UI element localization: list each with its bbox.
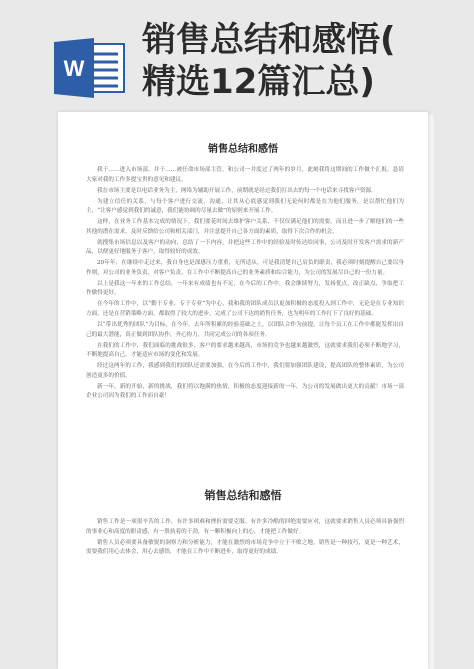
- paragraph: 这样，在业务工作基本完成的情况下，我们要花时间去维护客户关系，不仅仅满足他们的需要，而且进一步了解他们的一些其他的潜在需求，及时反馈给公司和相关部门，并注意提升自己各方面的素质，取得下次合作的机会。: [86, 219, 404, 235]
- document-title: 销售总结和感悟: [208, 144, 278, 155]
- paragraph: 就搜集市场信息以及客户的动向，总结了一下内容，并把这些工作中的经验及时传达给同事，公司及时开发客户需求的新产品，以便更好地服务于客户，取得较好的成效。: [86, 239, 404, 256]
- page-title-line-2: 精选12篇汇总): [142, 62, 375, 102]
- paragraph: 为建立信任的关系，与每个客户进行交流，沟通，让其从心底感觉到我们无论何时都是在为他们服务，是以帮忙他们为主，“让客户感觉到我们的诚意，我们能协调的尽量去做”的原则来开展工作。: [86, 198, 404, 215]
- paragraph: 新一年，新的开始，新的挑战，我们将以饱满的热情，积极的态度迎接新的一年，为公司的发展做出更大的贡献！市场一部企业公司因为我们的工作而自豪！: [86, 383, 404, 400]
- paragraph: 我于……进入市场部，并于……被任命市场部主管，和公司一并度过了两年的岁月，此刻我将这期间的工作做个汇报，恳请大家对我的工作多提宝贵的意见和建议。: [86, 167, 404, 183]
- word-logo-icon: [54, 38, 126, 98]
- paragraph: 经过这两年的工作，我感到我们的团队还需要加强，在今后的工作中，我们要加强团队建设，提高团队的整体素质，为公司创造更多的价值。: [86, 363, 404, 379]
- paragraph: 销售工作是一项很辛苦的工作，有许多困难和挫折需要克服。有许多冷酷的回绝需要应对，这就要求销售人员必须具备强烈的事业心和高度的职责感，有一股执着的干劲，有一颗积极向上的心，才能把工作做好。: [86, 519, 404, 535]
- document-body-section-2: [86, 518, 404, 559]
- svg-text:W: W: [63, 56, 85, 81]
- paragraph: 以上是我这一年来的工作总结，一年来有成绩也有不足，在今后的工作中，我会继续努力，发扬优点，改正缺点，争取把工作做得更好。: [86, 280, 404, 297]
- document-title-repeat: 销售总结和感悟: [204, 489, 282, 502]
- paragraph: 20年年，在继续中走过来，我自身也是深感压力重重，无所适从。可是我清楚自己肩负的职责，我必须时刻提醒自己要以身作则，对公司的业务负责，对客户负责，在工作中不断提高自己的业务素质和综合能力，为公司的发展尽自己的一份力量。: [86, 260, 404, 276]
- paragraph: 在我们的工作中，我们面临的挑战很多，客户的要求越来越高，市场的竞争也越来越激烈，这就要求我们必须不断地学习，不断地提高自己，才能适应市场的变化和发展。: [86, 342, 404, 359]
- document-body-section-1: [86, 166, 404, 403]
- paragraph: 我在市场主要是以电话业务为主，网络为辅助开展工作，前期就是经过我们打出去的每一个电话来寻找客户资源。: [97, 187, 377, 194]
- document-page: [58, 112, 428, 669]
- header: [0, 0, 474, 118]
- paragraph: 销售人员必须要具备敏锐的洞察力和分析能力，才能在激烈的市场竞争中立于不败之地。销售是一种技巧，更是一种艺术，需要我们用心去体会，用心去感悟，才能在工作中不断进步，取得更好的成绩。: [86, 539, 404, 556]
- paragraph: 以“带出优秀的团队”为目标，在今年，去年所积累的经验基础之上，以团队合作为前提，让每个员工在工作中都能发挥出自己的最大潜能，真正做到团队协作，齐心协力，共同完成公司的各项任务。: [86, 322, 404, 338]
- paragraph: 在今年的工作中，以“勤于专业，专于专业”为中心，我和我的团队成员以更加积极的态度投入到工作中，无论是在专业知识方面，还是在营销策略方面，都取得了较大的进步，完成了公司下达的销售任务，也为明年的工作打下了良好的基础。: [86, 301, 404, 318]
- page-title-line-1: 销售总结和感悟(: [142, 20, 396, 60]
